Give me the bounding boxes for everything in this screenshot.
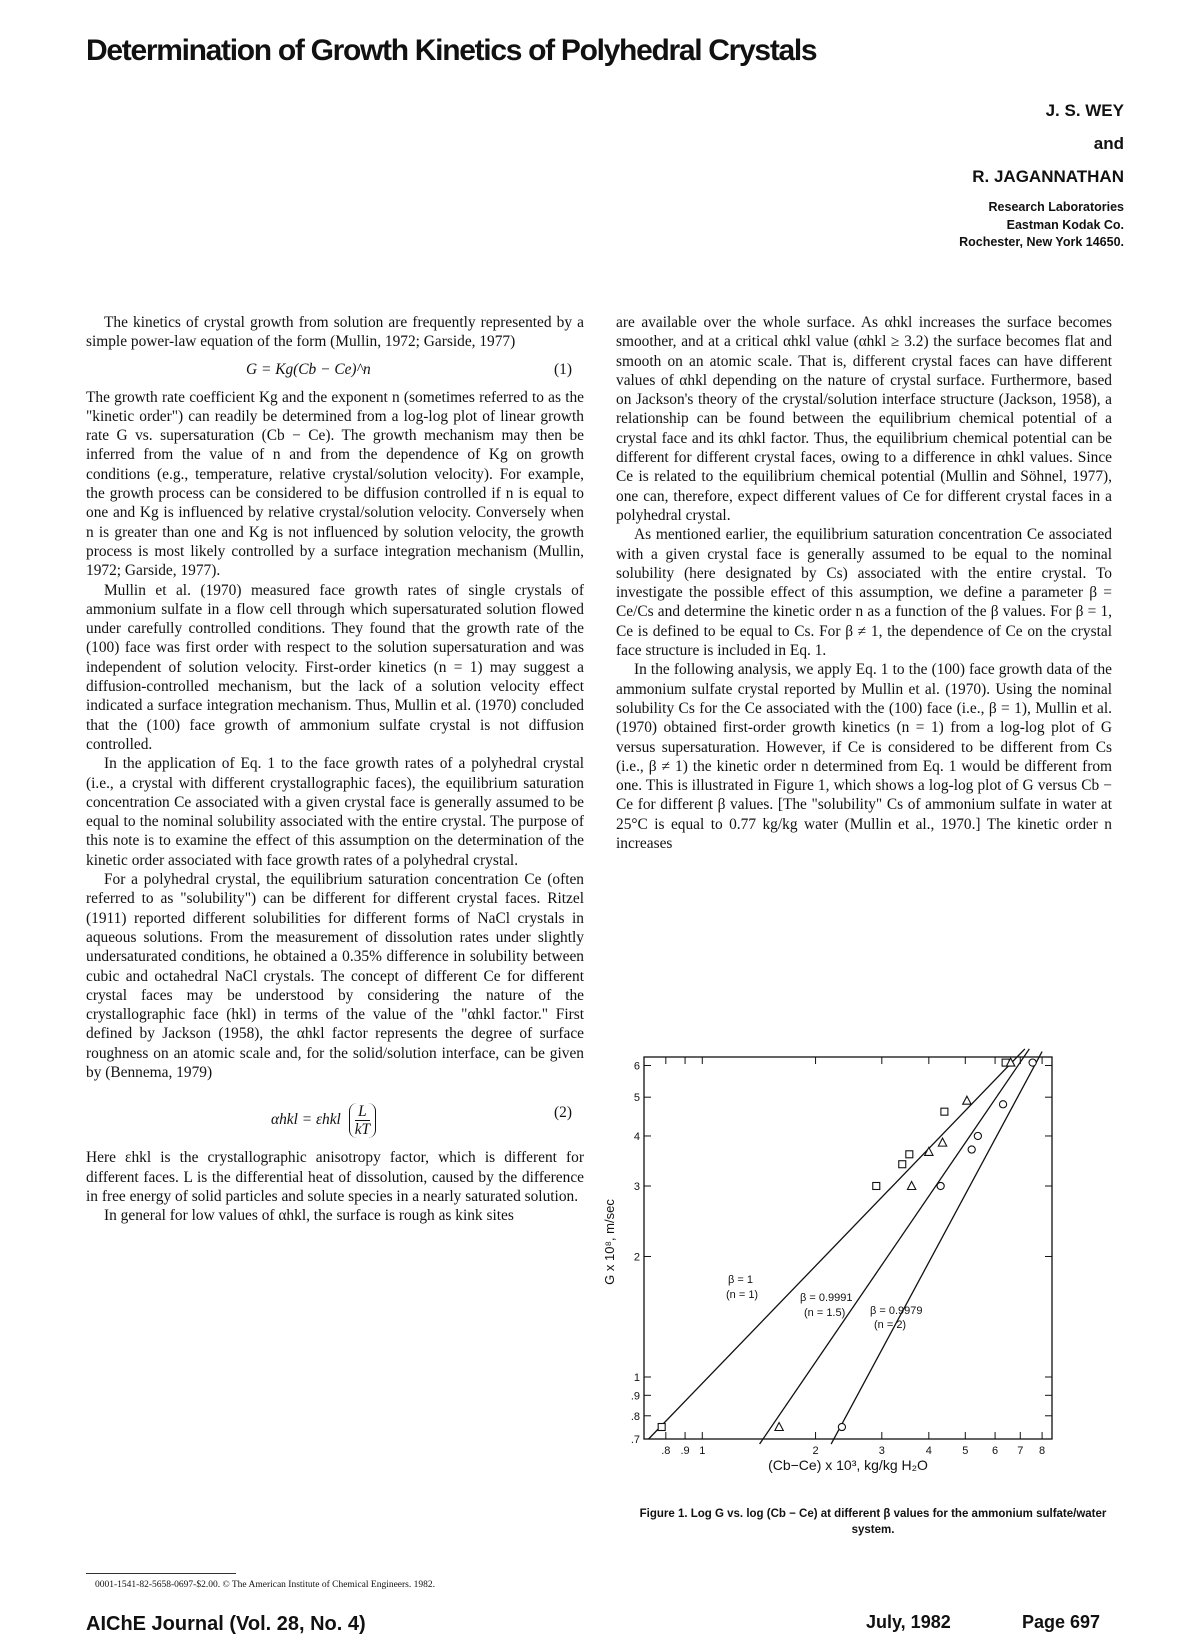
- series-label-n-1: (n = 1): [726, 1289, 759, 1301]
- body-paragraph: For a polyhedral crystal, the equilibrium saturation concentration Ce (often referred to as "solubility") can be different for different crystal faces. Ritzel (1911) reported different solubilities for different forms of NaCl crystals in aqueous solutions. From the measurement of dissolution rates under slightly undersaturated conditions, he obtained a 0.35% difference in solubility between cubic and octahedral NaCl crystals. The concept of different Ce for different crystal faces may be understood by considering the nature of the crystallographic face (hkl) in terms of the value of the "αhkl factor." First defined by Jackson (1958), the αhkl factor represents the degree of surface roughness on an atomic scale and, for the solid/solution interface, can be given by (Bennema, 1979): [86, 871, 584, 1081]
- body-paragraph: Mullin et al. (1970) measured face growth rates of single crystals of ammonium sulfate in a flow cell through which supersaturated solution flowed under carefully controlled conditions. They found that the growth rate of the (100) face was first order with respect to the solution supersaturation and was independent of solution velocity. First-order kinetics (n = 1) may suggest a diffusion-controlled mechanism, but the lack of a solution velocity effect indicated a surface integration mechanism. Thus, Mullin et al. (1970) concluded that the (100) face growth of ammonium sulfate crystal is not diffusion controlled.: [86, 581, 584, 753]
- square-marker: [941, 1108, 948, 1115]
- y-tick-label: .8: [630, 1410, 640, 1423]
- circle-marker: [937, 1182, 944, 1189]
- body-paragraph: In the following analysis, we apply Eq. 1 to the (100) face growth data of the ammonium sulfate crystal reported by Mullin et al. (1970). Using the nominal solubility Cs for the Ce associated with the (100) face (i.e., β = 1), Mullin et al. (1970) obtained first-order growth kinetics (n = 1) from a log-log plot of G versus supersaturation. However, if Ce is considered to be different from Cs (i.e., β ≠ 1) the kinetic order n determined from Eq. 1 would be different from one. This is illustrated in Figure 1, which shows a log-log plot of G versus Cb − Ce for different β values. [The "solubility" Cs of ammonium sulfate in water at 25°C is equal to 0.77 kg/kg water (Mullin et al., 1970.] The kinetic order n increases: [616, 661, 1112, 853]
- equation-2-numerator: L: [355, 1103, 370, 1121]
- y-tick-label: .7: [630, 1434, 640, 1446]
- author-name: J. S. WEY: [1045, 101, 1124, 120]
- equation-2-denominator: kT: [354, 1121, 371, 1139]
- affiliation-line: Eastman Kodak Co.: [1006, 217, 1124, 232]
- body-paragraph: Here εhkl is the crystallographic anisotropy factor, which is different for different faces. L is the differential heat of dissolution, caused by the difference in free energy of solid particles and solute species in a nearly saturated solution.: [86, 1149, 584, 1205]
- issue-date: July, 1982: [866, 1612, 951, 1632]
- paper-title: Determination of Growth Kinetics of Polyhedral Crystals: [86, 34, 817, 67]
- y-tick-label: 4: [633, 1130, 640, 1143]
- body-paragraph: The kinetics of crystal growth from solution are frequently represented by a simple power-law equation of the form (Mullin, 1972; Garside, 1977): [86, 314, 584, 351]
- y-tick-label: .9: [630, 1390, 640, 1403]
- equation-2-fraction: [349, 1103, 376, 1138]
- triangle-marker: [907, 1181, 915, 1189]
- author-conjunction: and: [1093, 134, 1124, 153]
- equation-1-expression: G = Kg(Cb − Ce)^n: [246, 360, 371, 378]
- equation-2-number: (2): [554, 1104, 572, 1122]
- triangle-marker: [775, 1423, 783, 1431]
- body-paragraph: As mentioned earlier, the equilibrium saturation concentration Ce associated with a given crystal face is generally assumed to be equal to the nominal solubility (here designated by Cs) associated with the entire crystal. To investigate the possible effect of this assumption, we define a parameter β = Ce/Cs and determine the kinetic order n as a function of the β values. For β = 1, Ce is defined to be equal to Cs. For β ≠ 1, the dependence of Ce on the crystal face structure is included in Eq. 1.: [616, 526, 1112, 660]
- left-column: [86, 313, 584, 1225]
- author-block: [959, 102, 1124, 254]
- x-tick-label: 3: [878, 1445, 885, 1457]
- affiliation-line: Rochester, New York 14650.: [959, 235, 1124, 249]
- x-tick-label: 1: [699, 1445, 706, 1457]
- x-tick-label: .9: [680, 1445, 690, 1457]
- circle-marker: [838, 1423, 845, 1430]
- figure-1-chart: [602, 1042, 1120, 1492]
- plot-frame: [644, 1057, 1052, 1439]
- circle-marker: [999, 1101, 1006, 1108]
- circle-marker: [968, 1146, 975, 1153]
- body-paragraph: are available over the whole surface. As αhkl increases the surface becomes smoother, and at a critical αhkl value (αhkl ≥ 3.2) the surface becomes flat and smooth on an atomic scale. That is, different crystal faces can have different values of αhkl depending on the nature of crystal surface. Furthermore, based on Jackson's theory of the crystal/solution interface structure (Jackson, 1958), a relationship can be found between the equilibrium chemical potential of a crystal face and its αhkl factor. Thus, the equilibrium chemical potential can be different for different crystal faces, owing to a difference in αhkl values. Since Ce is related to the equilibrium chemical potential (Mullin and Söhnel, 1977), one can, therefore, expect different values of Ce for different crystal faces in a polyhedral crystal.: [616, 314, 1112, 524]
- tick-labels: [631, 1060, 1045, 1457]
- fit-line-series-3: [831, 1052, 1042, 1444]
- x-tick-label: 2: [812, 1445, 819, 1457]
- series-label-beta-09991: β = 0.9991: [800, 1292, 853, 1304]
- y-axis-label: G x 10⁸, m/sec: [602, 1199, 617, 1285]
- author-name: R. JAGANNATHAN: [972, 167, 1124, 186]
- x-tick-label: 5: [962, 1445, 969, 1457]
- body-paragraph: In the application of Eq. 1 to the face growth rates of a polyhedral crystal (i.e., a crystal with different crystallographic faces), the equilibrium saturation concentration Ce associated with a given crystal face is generally assumed to be equal to the nominal solubility associated with the entire crystal. The purpose of this note is to examine the effect of this assumption on the determination of the kinetic order associated with face growth rates of a polyhedral crystal.: [86, 755, 584, 869]
- x-tick-label: 4: [925, 1445, 932, 1457]
- square-marker: [906, 1151, 913, 1158]
- square-marker: [873, 1182, 880, 1189]
- figure-caption: Figure 1. Log G vs. log (Cb − Ce) at different β values for the ammonium sulfate/water system.: [639, 1508, 1107, 1536]
- fit-line-series-2: [760, 1049, 1030, 1444]
- y-tick-label: 1: [633, 1371, 640, 1384]
- affiliation-line: Research Laboratories: [988, 200, 1124, 214]
- series-label-n-15: (n = 1.5): [804, 1307, 846, 1319]
- y-tick-label: 3: [633, 1180, 640, 1193]
- footnote: 0001-1541-82-5658-0697-$2.00. © The American Institute of Chemical Engineers. 1982.: [95, 1580, 436, 1590]
- y-tick-label: 6: [633, 1060, 640, 1073]
- equation-1: [86, 355, 584, 385]
- fit-line-series-1: [649, 1049, 1025, 1439]
- journal-citation: AIChE Journal (Vol. 28, No. 4): [86, 1613, 366, 1635]
- equation-2-lhs: αhkl = εhkl: [271, 1111, 341, 1129]
- triangle-marker: [963, 1096, 971, 1104]
- circle-marker: [1029, 1059, 1036, 1066]
- triangle-marker: [938, 1138, 946, 1146]
- series-label-n-2: (n = 2): [874, 1319, 907, 1331]
- footnote-rule: [86, 1573, 236, 1574]
- equation-2-expression: [271, 1103, 380, 1138]
- fit-lines: [649, 1049, 1042, 1444]
- circle-marker: [974, 1132, 981, 1139]
- data-markers: [658, 1058, 1036, 1430]
- square-marker: [658, 1424, 665, 1431]
- equation-1-number: (1): [554, 360, 572, 378]
- y-tick-label: 5: [633, 1092, 640, 1105]
- body-paragraph: The growth rate coefficient Kg and the exponent n (sometimes referred to as the "kinetic order") can readily be determined from a log-log plot of linear growth rate G vs. supersaturation (Cb − Ce). The growth mechanism may then be inferred from the value of n and from the dependence of Kg on growth conditions (e.g., temperature, relative crystal/solution velocity). For example, the growth process can be considered to be diffusion controlled if n is equal to one and Kg is influenced by relative crystal/solution velocity. Conversely when n is greater than one and Kg is not influenced by solution velocity, the growth process is most likely controlled by a surface integration mechanism (Mullin, 1972; Garside, 1977).: [86, 388, 584, 580]
- x-tick-label: 7: [1017, 1445, 1024, 1457]
- y-tick-label: 2: [633, 1251, 640, 1264]
- x-axis-label: (Cb−Ce) x 10³, kg/kg H₂O: [768, 1457, 928, 1473]
- x-tick-label: 6: [992, 1445, 999, 1457]
- series-label-beta-1: β = 1: [728, 1274, 753, 1286]
- axis-ticks: [644, 1057, 1052, 1439]
- series-label-beta-09979: β = 0.9979: [870, 1305, 923, 1317]
- square-marker: [899, 1161, 906, 1168]
- page-number: Page 697: [1022, 1612, 1101, 1632]
- x-tick-label: .8: [661, 1445, 671, 1457]
- equation-2: [86, 1085, 584, 1145]
- x-tick-label: 8: [1039, 1445, 1046, 1457]
- right-column: [616, 313, 1112, 853]
- body-paragraph: In general for low values of αhkl, the surface is rough as kink sites: [104, 1207, 514, 1225]
